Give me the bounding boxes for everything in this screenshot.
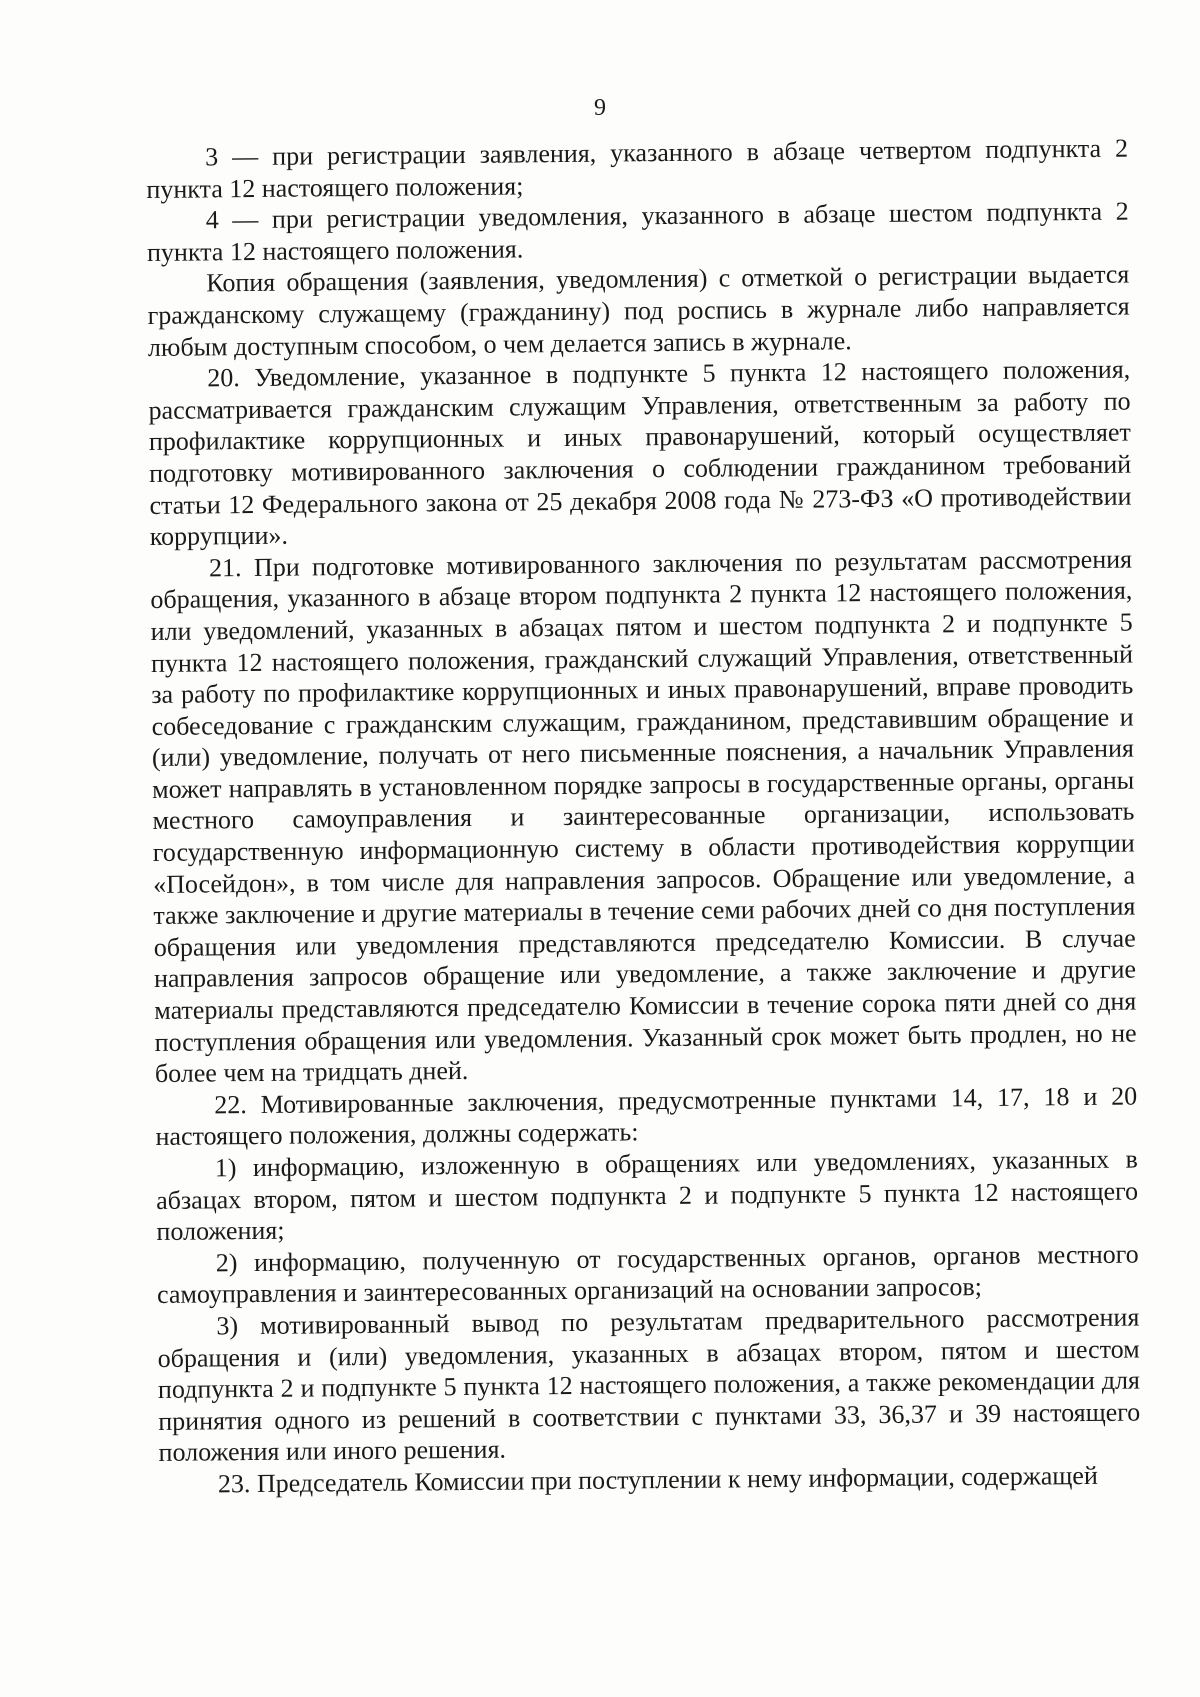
document-body bbox=[146, 133, 1141, 1501]
paragraph-copy-registration: Копия обращения (заявления, уведомления) с отметкой о регистрации выдается гражданскому служащему (гражданину) под роспись в журнале либо направляется любым доступным способом, о чем делается запись в журнале. bbox=[147, 259, 1130, 362]
paragraph-23: 23. Председатель Комиссии при поступлении к нему информации, содержащей bbox=[217, 1460, 1098, 1499]
page-number: 9 bbox=[594, 95, 606, 121]
paragraph-21: 21. При подготовке мотивированного заключения по результатам рассмотрения обращения, указанного в абзаце втором подпункта 2 пункта 12 настоящего положения, или уведомлений, указанных в абзацах пятом и шестом подпункта 2 и подпункте 5 пункта 12 настоящего положения, гражданский служащий Управления, ответственный за работу по профилактике коррупционных и иных правонарушений, вправе проводить собеседование с гражданским служащим, гражданином, представившим обращение и (или) уведомление, получать от него письменные пояснения, а начальник Управления может направлять в установленном порядке запросы в государственные органы, органы местного самоуправления и заинтересованные организации, использовать государственную информационную систему в области противодействия коррупции «Посейдон», в том числе для направления запросов. Обращение или уведомление, а также заключение и другие материалы в течение семи рабочих дней со дня поступления обращения или уведомления представляются председателю Комиссии. В случае направления запросов обращение или уведомление, а также заключение и другие материалы представляются председателю Комиссии в течение сорока пяти дней со дня поступления обращения или уведомления. Указанный срок может быть продлен, но не более чем на тридцать дней. bbox=[150, 544, 1137, 1089]
paragraph-22-item-3: 3) мотивированный вывод по результатам предварительного рассмотрения обращения и (или) уведомления, указанных в абзацах втором, пятом и шестом подпункта 2 и подпункте 5 пункта 12 настоящего положения, а также рекомендации для принятия одного из решений в соответствии с пунктами 33, 36,37 и 39 настоящего положения или иного решения. bbox=[157, 1302, 1141, 1468]
paragraph-22-item-2: 2) информацию, полученную от государственных органов, органов местного самоуправления и заинтересованных организаций на основании запросов; bbox=[156, 1239, 1139, 1310]
paragraph-22-item-1: 1) информацию, изложенную в обращениях или уведомлениях, указанных в абзацах втором, пятом и шестом подпункта 2 и подпункте 5 пункта 12 настоящего положения; bbox=[156, 1144, 1139, 1247]
paragraph-item-4: 4 — при регистрации уведомления, указанного в абзаце шестом подпункта 2 пункта 12 настоящего положения. bbox=[146, 196, 1129, 267]
paragraph-22: 22. Мотивированные заключения, предусмотренные пунктами 14, 17, 18 и 20 настоящего положения, должны содержать: bbox=[155, 1081, 1138, 1152]
paragraph-20: 20. Уведомление, указанное в подпункте 5 пункта 12 настоящего положения, рассматривается гражданским служащим Управления, ответственным за работу по профилактике коррупционных и иных правонарушений, который осуществляет подготовку мотивированного заключения о соблюдении гражданином требований статьи 12 Федерального закона от 25 декабря 2008 года № 273-ФЗ «О противодействии коррупции». bbox=[148, 354, 1132, 552]
paragraph-item-3: 3 — при регистрации заявления, указанного в абзаце четвертом подпункта 2 пункта 12 настоящего положения; bbox=[146, 133, 1129, 204]
